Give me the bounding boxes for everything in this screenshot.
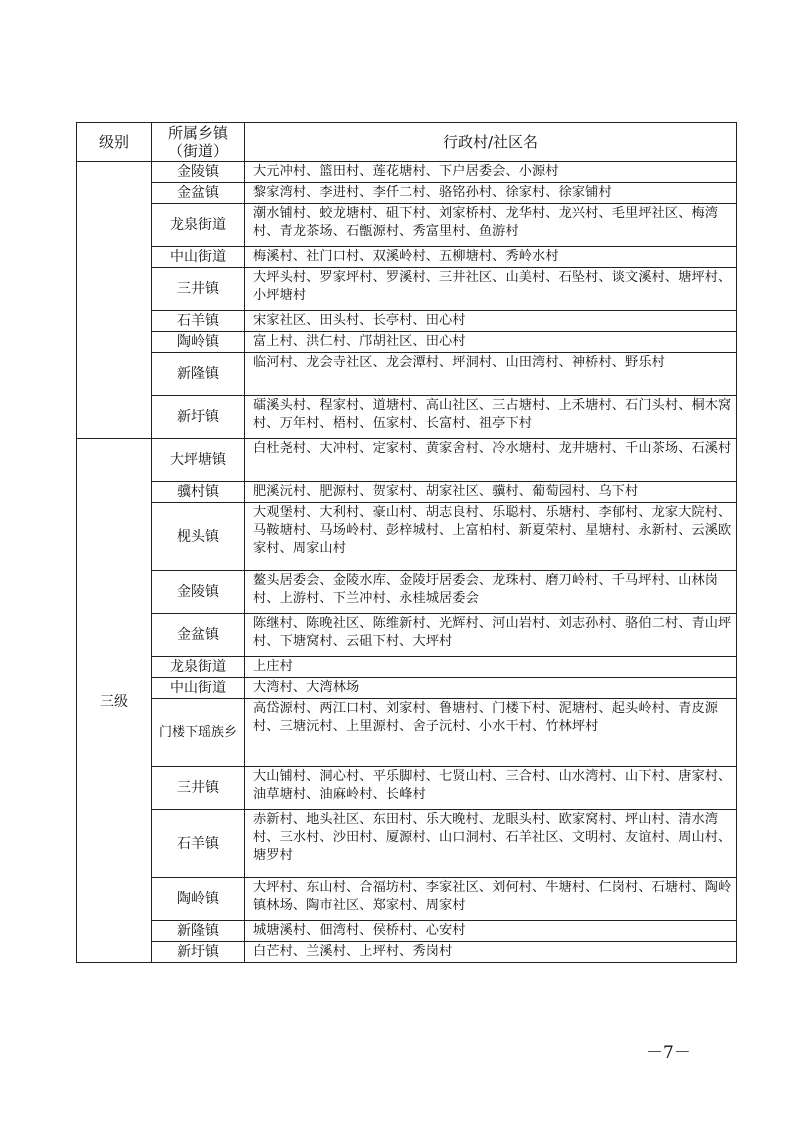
names-cell: 陈继村、陈晚社区、陈维新村、光辉村、河山岩村、刘志孙村、骆伯二村、青山坪村、下塘窝村、云砠下村、大坪村 — [245, 614, 737, 657]
names-cell: 大坪头村、罗家坪村、罗溪村、三井社区、山美村、石坠村、谈文溪村、塘坪村、小坪塘村 — [245, 268, 737, 311]
town-cell: 陶岭镇 — [152, 878, 245, 921]
names-cell: 黎家湾村、李进村、李仟二村、骆铭孙村、徐家村、徐家铺村 — [245, 183, 737, 204]
town-cell: 中山街道 — [152, 678, 245, 699]
town-cell: 新隆镇 — [152, 921, 245, 942]
table-row — [77, 268, 737, 311]
names-cell: 大观堡村、大利村、豪山村、胡志良村、乐聪村、乐塘村、李郁村、龙家大院村、马鞍塘村、马场岭村、彭梓城村、上富柏村、新夏荣村、星塘村、永新村、云溪欧家村、周家山村 — [245, 503, 737, 571]
header-names: 行政村/社区名 — [245, 123, 737, 162]
town-cell: 龙泉街道 — [152, 204, 245, 247]
names-cell: 富上村、洪仁村、邝胡社区、田心村 — [245, 332, 737, 353]
table-row — [77, 332, 737, 353]
names-cell: 大坪村、东山村、合福坊村、李家社区、刘何村、牛塘村、仁岗村、石塘村、陶岭镇林场、陶市社区、郑家村、周家村 — [245, 878, 737, 921]
names-cell: 宋家社区、田头村、长亭村、田心村 — [245, 311, 737, 332]
table-row — [77, 503, 737, 571]
table-row — [77, 162, 737, 183]
village-table — [76, 122, 737, 963]
town-cell: 三井镇 — [152, 767, 245, 810]
table-row — [77, 657, 737, 678]
table-row — [77, 439, 737, 482]
town-cell: 枧头镇 — [152, 503, 245, 571]
names-cell: 潮水铺村、蛟龙塘村、砠下村、刘家桥村、龙华村、龙兴村、毛里坪社区、梅湾村、青龙茶场、石甑源村、秀富里村、鱼游村 — [245, 204, 737, 247]
level-cell: 三级 — [77, 439, 152, 963]
table-row — [77, 614, 737, 657]
town-cell: 金盆镇 — [152, 183, 245, 204]
header-level: 级别 — [77, 123, 152, 162]
table-row — [77, 183, 737, 204]
page-number: －7－ — [646, 1043, 691, 1063]
town-cell: 门楼下瑶族乡 — [152, 699, 245, 767]
names-cell: 白杜尧村、大冲村、定家村、黄家舍村、冷水塘村、龙井塘村、千山茶场、石溪村 — [245, 439, 737, 482]
table-row — [77, 942, 737, 963]
town-cell: 新圩镇 — [152, 942, 245, 963]
town-cell: 大坪塘镇 — [152, 439, 245, 482]
level-cell — [77, 162, 152, 439]
names-cell: 临河村、龙会寺社区、龙会潭村、坪洞村、山田湾村、神桥村、野乐村 — [245, 353, 737, 396]
names-cell: 赤新村、地头社区、东田村、乐大晚村、龙眼头村、欧家窝村、坪山村、清水湾村、三水村、沙田村、厦源村、山口洞村、石羊社区、文明村、友谊村、周山村、塘罗村 — [245, 810, 737, 878]
names-cell: 大元冲村、篮田村、莲花塘村、下户居委会、小源村 — [245, 162, 737, 183]
table-row — [77, 878, 737, 921]
table-row — [77, 678, 737, 699]
table-row — [77, 767, 737, 810]
town-cell: 新圩镇 — [152, 396, 245, 439]
town-cell: 石羊镇 — [152, 311, 245, 332]
table-row — [77, 482, 737, 503]
table-row — [77, 396, 737, 439]
names-cell: 高岱源村、两江口村、刘家村、鲁塘村、门楼下村、泥塘村、起头岭村、青皮源村、三塘沅村、上里源村、舍子沅村、小水干村、竹林坪村 — [245, 699, 737, 767]
town-cell: 金盆镇 — [152, 614, 245, 657]
table-row — [77, 571, 737, 614]
table-row — [77, 311, 737, 332]
table-row — [77, 921, 737, 942]
town-cell: 三井镇 — [152, 268, 245, 311]
town-cell: 龙泉街道 — [152, 657, 245, 678]
names-cell: 肥溪沅村、肥源村、贺家村、胡家社区、骥村、葡萄园村、乌下村 — [245, 482, 737, 503]
town-cell: 陶岭镇 — [152, 332, 245, 353]
table-row — [77, 353, 737, 396]
header-town: 所属乡镇 （街道） — [152, 123, 245, 162]
names-cell: 上庄村 — [245, 657, 737, 678]
town-cell: 新隆镇 — [152, 353, 245, 396]
names-cell: 大山铺村、洞心村、平乐脚村、七贤山村、三合村、山水湾村、山下村、唐家村、油草塘村、油麻岭村、长峰村 — [245, 767, 737, 810]
names-cell: 大湾村、大湾林场 — [245, 678, 737, 699]
names-cell: 鳌头居委会、金陵水库、金陵圩居委会、龙珠村、磨刀岭村、千马坪村、山林岗村、上游村、下兰冲村、永桂城居委会 — [245, 571, 737, 614]
names-cell: 城塘溪村、佃湾村、侯桥村、心安村 — [245, 921, 737, 942]
table-header-row — [77, 123, 737, 162]
town-cell: 石羊镇 — [152, 810, 245, 878]
town-cell: 骥村镇 — [152, 482, 245, 503]
table-row — [77, 247, 737, 268]
town-cell: 金陵镇 — [152, 571, 245, 614]
names-cell: 白芒村、兰溪村、上坪村、秀岗村 — [245, 942, 737, 963]
names-cell: 礌溪头村、程家村、道塘村、高山社区、三占塘村、上禾塘村、石门头村、桐木窝村、万年村、梧村、伍家村、长富村、祖亭下村 — [245, 396, 737, 439]
table-row — [77, 204, 737, 247]
town-cell: 中山街道 — [152, 247, 245, 268]
table-row — [77, 810, 737, 878]
names-cell: 梅溪村、社门口村、双溪岭村、五柳塘村、秀岭水村 — [245, 247, 737, 268]
town-cell: 金陵镇 — [152, 162, 245, 183]
table-row — [77, 699, 737, 767]
